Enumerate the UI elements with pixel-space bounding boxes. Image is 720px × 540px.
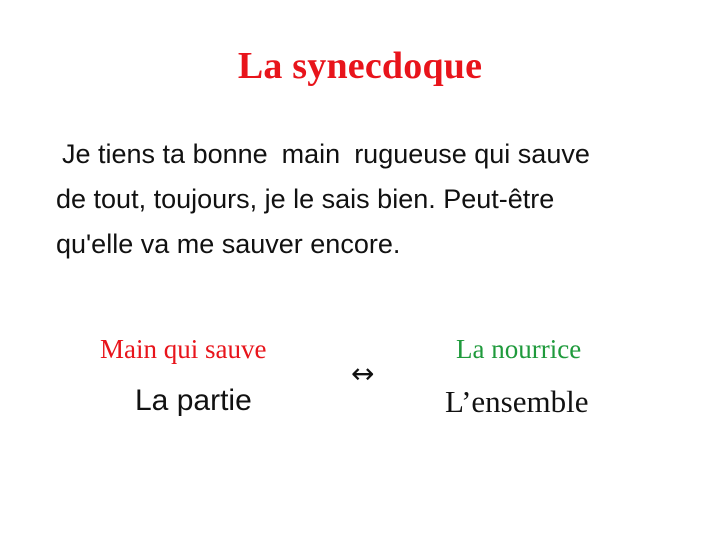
quote-line-1-part-c: rugueuse qui sauve — [354, 139, 590, 169]
slide-title: La synecdoque — [237, 45, 483, 87]
quote-line-1 — [56, 132, 686, 177]
quote-line-3: qu'elle va me sauver encore. — [56, 229, 401, 259]
right-bottom-label: L’ensemble — [445, 384, 589, 419]
quote-line-1-part-b: main — [281, 139, 341, 169]
quote-line-2: de tout, toujours, je le sais bien. Peut-être — [56, 184, 555, 214]
quote-line-1-part-a: Je tiens ta bonne — [62, 139, 268, 169]
quote-paragraph — [56, 132, 686, 267]
left-bottom-label: La partie — [135, 384, 252, 417]
right-top-label: La nourrice — [456, 334, 582, 364]
left-top-label: Main qui sauve — [100, 334, 267, 364]
left-right-arrow-icon: ↔ — [351, 357, 375, 390]
